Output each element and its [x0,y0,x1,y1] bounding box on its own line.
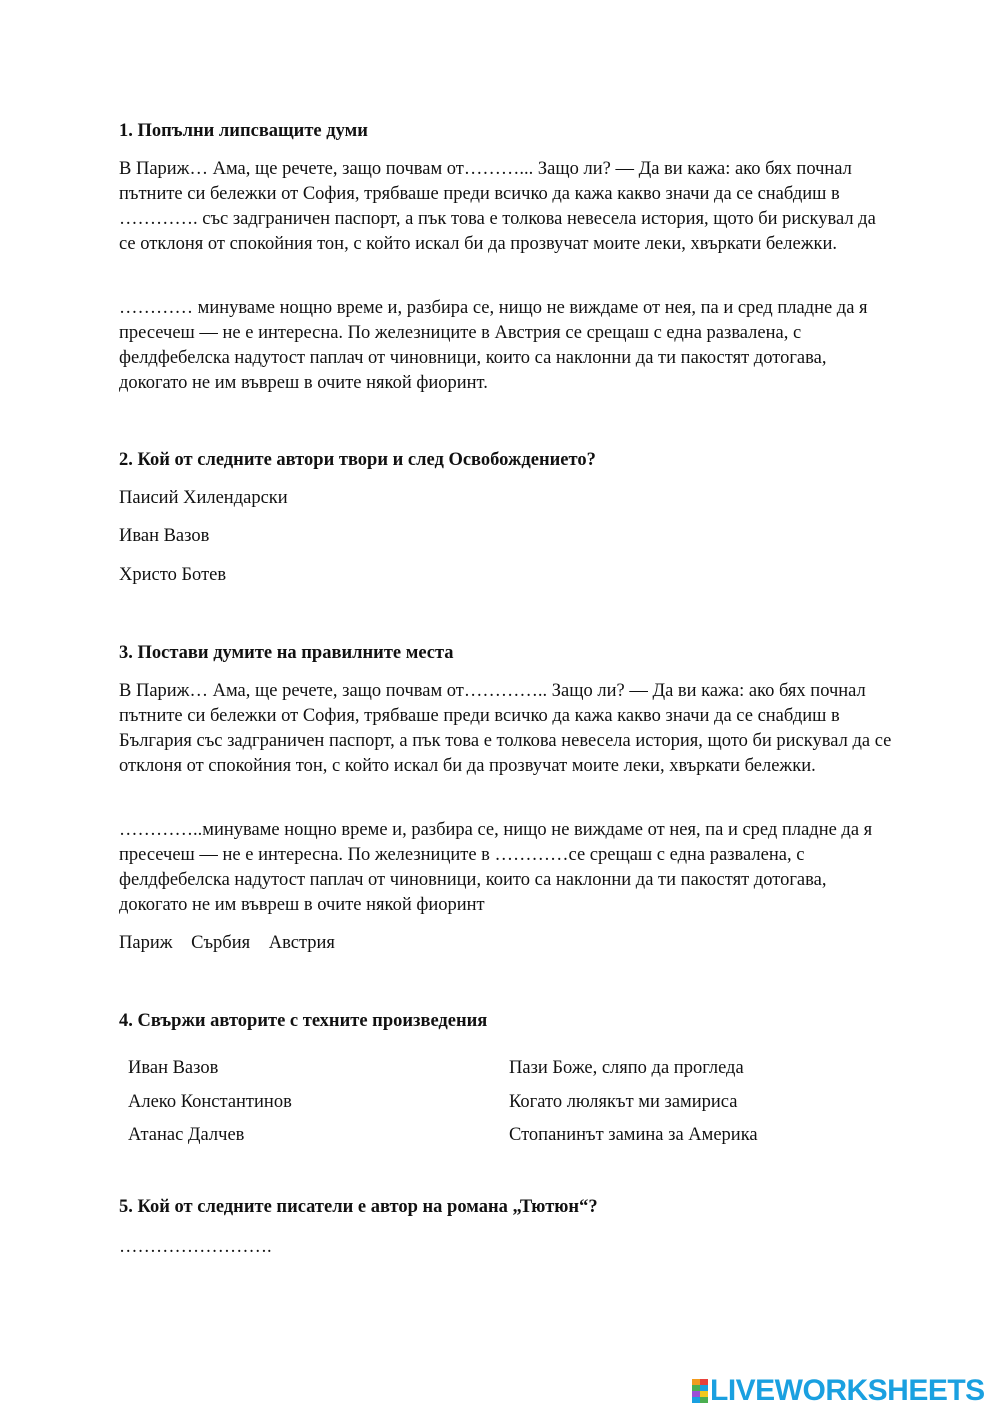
q3-word-bank [119,931,349,956]
liveworksheets-brand [692,1376,985,1406]
liveworksheets-logo-icon [692,1379,708,1403]
brand-name: LIVEWORKSHEETS [710,1374,985,1407]
q3-word-3[interactable]: Австрия [268,933,335,953]
q4-work-1[interactable]: Пази Боже, сляпо да прогледа [509,1058,744,1078]
q1-paragraph-1: В Париж… Ама, ще речете, защо почвам от………... Защо ли? — Да ви кажа: ако бях почнал пътните си бележки от София, трябваше преди всичко да кажа какво значи да се снабдиш в …………. със задграничен паспорт, а пък това е толкова невесела история, щото би рискувал да се отклоня от спокойния тон, с който искал би да прозвучат моите леки, хвъркати бележки. [119,159,876,254]
q2-title: 2. Кой от следните автори твори и след Освобождението? [119,450,596,470]
q3-paragraph-1: В Париж… Ама, ще речете, защо почвам от………….. Защо ли? — Да ви кажа: ако бях почнал пътните си бележки от София, трябваше преди всичко да кажа какво значи да се снабдиш в България със задграничен паспорт, а пък това е толкова невесела история, щото би рискувал да се отклоня от спокойния тон, с който искал би да прозвучат моите леки, хвъркати бележки. [119,681,892,776]
q1-paragraph-2: ………… минуваме нощно време и, разбира се, нищо не виждаме от нея, па и сред пладне да я пресечеш — не е интересна. По железниците в Австрия се срещаш с една развалена, с фелдфебелска надутост паплач от чиновници, които са наклонни да ти пакостят дотогава, докогато не им въвреш в очите някой фиоринт. [119,298,868,393]
q1-title: 1. Попълни липсващите думи [119,121,368,141]
q3-word-1[interactable]: Париж [119,933,173,953]
q5-title: 5. Кой от следните писатели е автор на романа „Тютюн“? [119,1197,598,1217]
q4-author-2[interactable]: Алеко Константинов [128,1092,292,1112]
logo-block [692,1397,700,1403]
q5-answer-blank[interactable]: ……………………. [119,1237,272,1257]
q4-work-3[interactable]: Стопанинът замина за Америка [509,1125,758,1145]
q2-option-2[interactable]: Иван Вазов [119,526,210,546]
q3-word-2[interactable]: Сърбия [191,933,251,953]
q3-title: 3. Постави думите на правилните места [119,643,454,663]
q2-option-1[interactable]: Паисий Хилендарски [119,488,288,508]
q4-work-2[interactable]: Когато люлякът ми замириса [509,1092,738,1112]
logo-block [700,1397,708,1403]
q3-paragraph-2: …………..минуваме нощно време и, разбира се, нищо не виждаме от нея, па и сред пладне да я пресечеш — не е интересна. По железниците в …………се срещаш с една развалена, с фелдфебелска надутост паплач от чиновници, които са наклонни да ти пакостят дотогава, докогато не им въвреш в очите някой фиоринт [119,820,873,915]
q4-author-1[interactable]: Иван Вазов [128,1058,219,1078]
q4-title: 4. Свържи авторите с техните произведения [119,1011,488,1031]
q4-author-3[interactable]: Атанас Далчев [128,1125,245,1145]
q2-option-3[interactable]: Христо Ботев [119,565,227,585]
